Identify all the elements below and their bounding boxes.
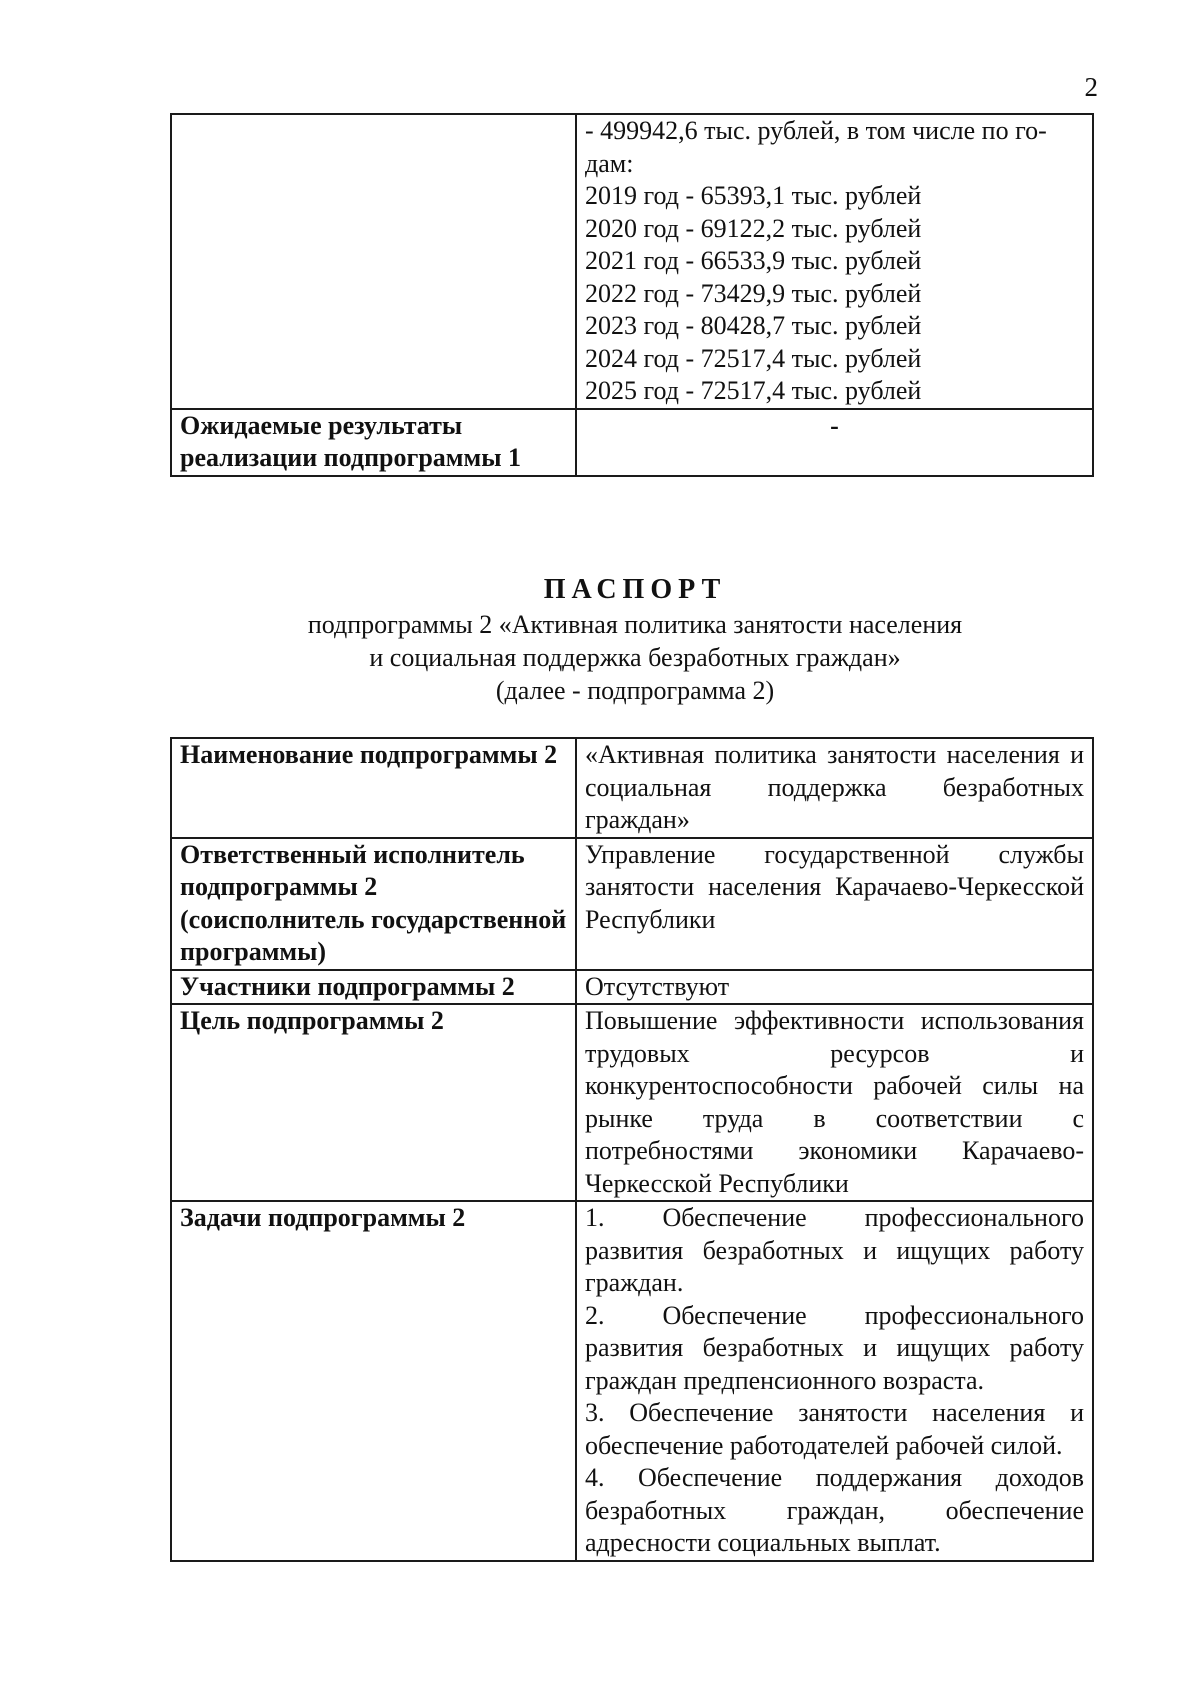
results-value: - — [830, 410, 839, 440]
table-row — [171, 738, 1093, 838]
task-item: 3. Обеспечение занятости населения и обеспечение работодателей рабочей силой. — [585, 1398, 1084, 1460]
task-item: 1. Обеспечение профессионального развития безработных и ищущих работу граждан. — [585, 1203, 1084, 1297]
table-row — [171, 1201, 1093, 1561]
results-label: Ожидаемые результаты реализации подпрограммы 1 — [171, 409, 576, 476]
task-item: 2. Обеспечение профессионального развития безработных и ищущих работу граждан предпенсионного возраста. — [585, 1300, 1084, 1395]
empty-label-cell — [171, 114, 576, 409]
financing-line: - 499942,6 тыс. рублей, в том числе по го- — [585, 116, 1047, 145]
participants-value: Отсутствуют — [576, 970, 1093, 1005]
table-row — [171, 970, 1093, 1005]
goal-label: Цель подпрограммы 2 — [171, 1004, 576, 1201]
financing-line: дам: — [585, 148, 634, 178]
passport-subtitle-line: (далее - подпрограмма 2) — [495, 676, 775, 705]
financing-line: 2025 год - 72517,4 тыс. рублей — [585, 376, 922, 405]
task-item: 4. Обеспечение поддержания доходов безработных граждан, обеспечение адресности социальных выплат. — [585, 1463, 1084, 1557]
executor-value: Управление государственной службы занятости населения Карачаево-Черкесской Республики — [576, 838, 1093, 970]
executor-label: Ответственный исполнитель подпрограммы 2 (соисполнитель государственной программы) — [171, 838, 576, 970]
table-row — [171, 114, 1093, 409]
passport-subtitle-line: и социальная поддержка безработных граждан» — [369, 643, 901, 672]
financing-cell — [576, 114, 1093, 409]
results-value-cell — [576, 409, 1093, 476]
goal-value: Повышение эффективности использования трудовых ресурсов и конкурентоспособности рабочей силы на рынке труда в соответствии с потребностями экономики Карачаево-Черкесской Республики — [576, 1004, 1093, 1201]
financing-table-continuation — [170, 113, 1094, 477]
passport-title: ПАСПОРТ — [543, 574, 727, 605]
participants-label: Участники подпрограммы 2 — [171, 970, 576, 1005]
passport-table — [170, 737, 1094, 1562]
page-number: 2 — [1084, 72, 1098, 102]
table-row — [171, 409, 1093, 476]
passport-heading — [0, 572, 1200, 707]
table-row — [171, 838, 1093, 970]
financing-line: 2022 год - 73429,9 тыс. рублей — [585, 278, 922, 308]
name-label: Наименование подпрограммы 2 — [171, 738, 576, 838]
financing-line: 2021 год - 66533,9 тыс. рублей — [585, 246, 922, 275]
tasks-cell — [576, 1201, 1093, 1561]
financing-line: 2020 год - 69122,2 тыс. рублей — [585, 213, 922, 243]
financing-line: 2019 год - 65393,1 тыс. рублей — [585, 181, 922, 210]
financing-line: 2023 год - 80428,7 тыс. рублей — [585, 311, 922, 340]
table-row — [171, 1004, 1093, 1201]
passport-subtitle-line: подпрограммы 2 «Активная политика занятости населения — [307, 610, 963, 639]
name-value: «Активная политика занятости населения и социальная поддержка безработных граждан» — [576, 738, 1093, 838]
tasks-label: Задачи подпрограммы 2 — [171, 1201, 576, 1561]
financing-line: 2024 год - 72517,4 тыс. рублей — [585, 343, 922, 373]
